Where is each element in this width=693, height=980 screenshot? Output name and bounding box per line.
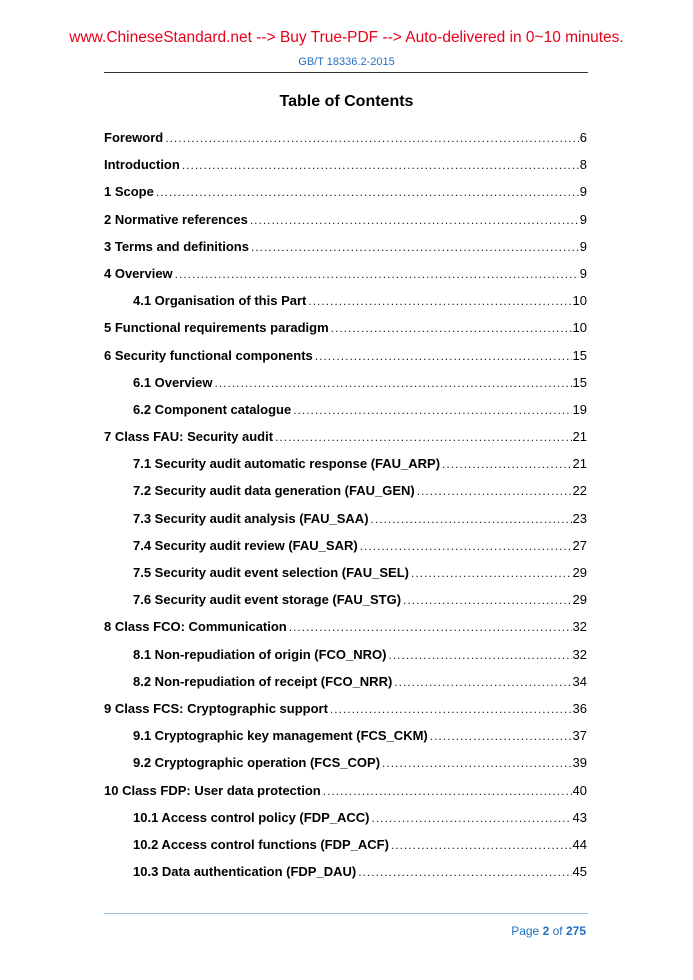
toc-entry-page: 15 <box>572 347 587 363</box>
toc-leader-dots <box>289 617 572 637</box>
toc-entry-page: 27 <box>572 537 587 553</box>
toc-entry[interactable] <box>104 699 587 726</box>
toc-leader-dots <box>308 291 571 311</box>
toc-entry[interactable] <box>104 617 587 644</box>
toc-entry-title: 10 Class FDP: User data protection <box>104 782 321 798</box>
toc-entry[interactable] <box>104 808 587 835</box>
toc-entry-page: 23 <box>572 510 587 526</box>
toc-entry-page: 40 <box>572 782 587 798</box>
toc-entry-title: 7 Class FAU: Security audit <box>104 429 274 445</box>
toc-entry[interactable] <box>104 454 587 481</box>
toc-leader-dots <box>330 699 572 719</box>
toc-entry[interactable] <box>104 237 587 264</box>
toc-entry-title: Introduction <box>104 157 180 173</box>
toc-leader-dots <box>293 400 571 420</box>
toc-leader-dots <box>182 155 579 175</box>
toc-entry-title: 7.3 Security audit analysis (FAU_SAA) <box>133 510 369 526</box>
toc-leader-dots <box>215 373 572 393</box>
toc-leader-dots <box>389 645 572 665</box>
toc-entry-page: 10 <box>572 293 587 309</box>
toc-entry-title: 4 Overview <box>104 265 173 281</box>
toc-entry[interactable] <box>104 835 587 862</box>
toc-entry-title: 6 Security functional components <box>104 347 313 363</box>
toc-leader-dots <box>156 182 579 202</box>
of-label: of <box>552 924 563 938</box>
toc-entry-title: 1 Scope <box>104 184 154 200</box>
toc-entry-title: 4.1 Organisation of this Part <box>133 293 307 309</box>
toc-entry-title: 8.2 Non-repudiation of receipt (FCO_NRR) <box>133 673 393 689</box>
toc-leader-dots <box>315 346 572 366</box>
toc-leader-dots <box>250 210 579 230</box>
total-pages: 275 <box>565 924 586 938</box>
toc-title: Table of Contents <box>279 93 414 110</box>
toc-leader-dots <box>275 427 571 447</box>
toc-entry-page: 43 <box>572 809 587 825</box>
toc-entry[interactable] <box>104 291 587 318</box>
toc-leader-dots <box>371 509 572 529</box>
toc-entry-page: 8 <box>579 157 587 173</box>
toc-entry-page: 22 <box>572 483 587 499</box>
document-id: GB/T 18336.2-2015 <box>298 56 395 68</box>
toc-leader-dots <box>442 454 572 474</box>
toc-entry[interactable] <box>104 400 587 427</box>
toc-entry-page: 10 <box>572 320 587 336</box>
page-label: Page <box>511 924 540 938</box>
toc-entry-page: 9 <box>579 184 587 200</box>
toc-entry[interactable] <box>104 264 587 291</box>
toc-entry-title: 10.3 Data authentication (FDP_DAU) <box>133 864 357 880</box>
toc-entry-title: 7.4 Security audit review (FAU_SAR) <box>133 537 358 553</box>
toc-entry[interactable] <box>104 318 587 345</box>
toc-entry-title: 7.5 Security audit event selection (FAU_SEL) <box>133 565 409 580</box>
toc-entry[interactable] <box>104 509 587 536</box>
toc-entry-page: 39 <box>572 755 587 771</box>
header-rule <box>104 72 588 73</box>
footer-rule <box>104 913 588 914</box>
toc-leader-dots <box>403 590 572 610</box>
toc-leader-dots <box>360 536 572 556</box>
toc-entry-title: 8 Class FCO: Communication <box>104 619 287 635</box>
toc-entry-page: 21 <box>572 429 587 445</box>
toc-entry-title: Foreword <box>104 130 164 145</box>
toc-entry-page: 34 <box>572 673 587 689</box>
toc-entry-page: 9 <box>579 211 587 227</box>
toc-entry-title: 3 Terms and definitions <box>104 238 249 254</box>
toc-leader-dots <box>411 563 572 583</box>
toc-entry[interactable] <box>104 128 587 155</box>
toc-leader-dots <box>430 726 572 746</box>
toc-entry-title: 6.1 Overview <box>133 374 213 390</box>
toc-entry-page: 29 <box>572 565 587 580</box>
toc-entry[interactable] <box>104 373 587 400</box>
toc-leader-dots <box>358 862 571 882</box>
toc-entry[interactable] <box>104 590 587 617</box>
source-banner[interactable]: www.ChineseStandard.net --> Buy True-PDF --> Auto-delivered in 0~10 minutes. <box>69 29 624 46</box>
toc-leader-dots <box>165 128 579 148</box>
toc-leader-dots <box>323 781 572 801</box>
toc-entry-title: 10.2 Access control functions (FDP_ACF) <box>133 836 389 852</box>
toc-entry[interactable] <box>104 563 587 590</box>
toc-entry-page: 9 <box>579 238 587 254</box>
toc-entry-page: 19 <box>572 401 587 417</box>
toc-entry-title: 8.1 Non-repudiation of origin (FCO_NRO) <box>133 646 387 662</box>
toc-entry-title: 7.6 Security audit event storage (FAU_STG) <box>133 592 402 608</box>
toc-leader-dots <box>371 808 571 828</box>
toc-entry[interactable] <box>104 753 587 780</box>
table-of-contents <box>104 128 587 889</box>
toc-entry[interactable] <box>104 781 587 808</box>
toc-entry-title: 5 Functional requirements paradigm <box>104 320 329 336</box>
toc-entry[interactable] <box>104 427 587 454</box>
toc-entry-page: 37 <box>572 728 587 744</box>
toc-entry-title: 9 Class FCS: Cryptographic support <box>104 700 328 716</box>
toc-leader-dots <box>251 237 579 257</box>
toc-entry-page: 32 <box>572 646 587 662</box>
toc-leader-dots <box>382 753 571 773</box>
toc-entry[interactable] <box>104 672 587 699</box>
toc-entry-page: 9 <box>579 265 587 281</box>
toc-entry[interactable] <box>104 645 587 672</box>
toc-entry-page: 32 <box>572 619 587 635</box>
toc-entry-title: 10.1 Access control policy (FDP_ACC) <box>133 809 370 825</box>
toc-entry-title: 6.2 Component catalogue <box>133 401 292 417</box>
toc-entry[interactable] <box>104 536 587 563</box>
toc-entry[interactable] <box>104 726 587 753</box>
toc-entry-title: 2 Normative references <box>104 211 248 227</box>
toc-entry[interactable] <box>104 182 587 209</box>
toc-entry[interactable] <box>104 346 587 373</box>
toc-entry[interactable] <box>104 481 587 508</box>
toc-entry-page: 29 <box>572 592 587 608</box>
current-page: 2 <box>542 924 550 938</box>
toc-leader-dots <box>394 672 571 692</box>
toc-entry-page: 6 <box>579 130 587 145</box>
toc-entry-title: 9.2 Cryptographic operation (FCS_COP) <box>133 755 381 771</box>
toc-entry[interactable] <box>104 210 587 237</box>
toc-entry[interactable] <box>104 862 587 889</box>
toc-entry-title: 7.1 Security audit automatic response (FAU_ARP) <box>133 456 441 472</box>
toc-entry-title: 7.2 Security audit data generation (FAU_GEN) <box>133 483 415 499</box>
toc-leader-dots <box>331 318 572 338</box>
toc-leader-dots <box>417 481 572 501</box>
toc-entry-page: 15 <box>572 374 587 390</box>
toc-leader-dots <box>175 264 579 284</box>
toc-entry-title: 9.1 Cryptographic key management (FCS_CKM) <box>133 728 428 744</box>
toc-leader-dots <box>391 835 572 855</box>
toc-entry-page: 21 <box>572 456 587 472</box>
page-indicator <box>511 924 586 938</box>
toc-entry-page: 36 <box>572 700 587 716</box>
toc-entry[interactable] <box>104 155 587 182</box>
toc-entry-page: 44 <box>572 836 587 852</box>
toc-entry-page: 45 <box>572 864 587 880</box>
